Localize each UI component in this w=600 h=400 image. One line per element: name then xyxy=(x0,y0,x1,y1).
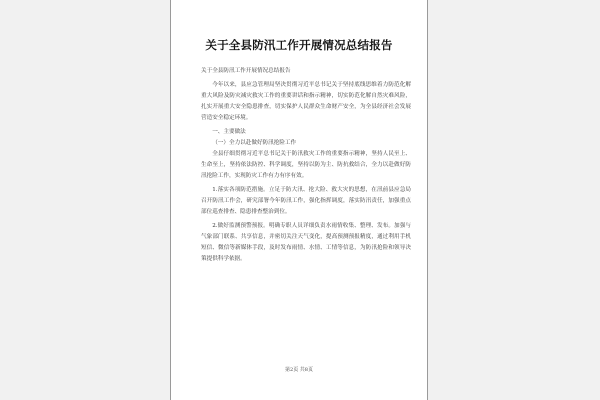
body-paragraph-1: 全县仔细贯彻习近平总书记关于防汛救灾工作的重要指示精神，坚持人民至上、生命至上，坚持依法防控、科学调度，坚持以防为主、防抗救结合，全力以赴做好防汛抢险工作，实现防灾工作有力有序有效。 xyxy=(201,151,411,180)
document-page xyxy=(170,0,428,400)
page-footer: 第2页 共8页 xyxy=(285,367,313,373)
subsection-heading: （一）全力以赴做好防汛抢险工作 xyxy=(212,140,297,147)
section-heading: 一、主要做法 xyxy=(212,128,246,135)
document-title: 关于全县防汛工作开展情况总结报告 xyxy=(205,38,393,52)
body-paragraph-3: 2.做好监测预警预报。明确专职人员详细负责水雨情收集、整理、发布。加强与气象部门联系、共享信息，并密切关注天气变化，提高预测预报精度，通过利用手机短信、微信等新媒体手段，及时发布雨情、水情、工情等信息，为防汛抢险和领导决策提供科学依据。 xyxy=(201,222,411,262)
intro-paragraph: 今年以来，县应急管理局坚决贯彻习近平总书记关于坚持底线思维着力防范化解重大风险及防灾减灾救灾工作的重要讲话和指示精神，切实防范化解自然灾难风险，扎实开展重大安全隐患排查，切实保护人民群众生命财产安全，为全县经济社会发展营造安全稳定环境。 xyxy=(201,81,411,121)
document-subtitle: 关于全县防汛工作开展情况总结报告 xyxy=(201,68,291,74)
document-body xyxy=(201,66,411,265)
body-paragraph-2: 1.落实各项防范措施。立足于防大汛、抢大险、救大灾的思想，在汛前县应急局召开防汛工作会，研究部署今年防汛工作，强化指挥调度，落实防汛责任，加强重点部位巡查排查、隐患排查整治到位。 xyxy=(201,186,411,216)
